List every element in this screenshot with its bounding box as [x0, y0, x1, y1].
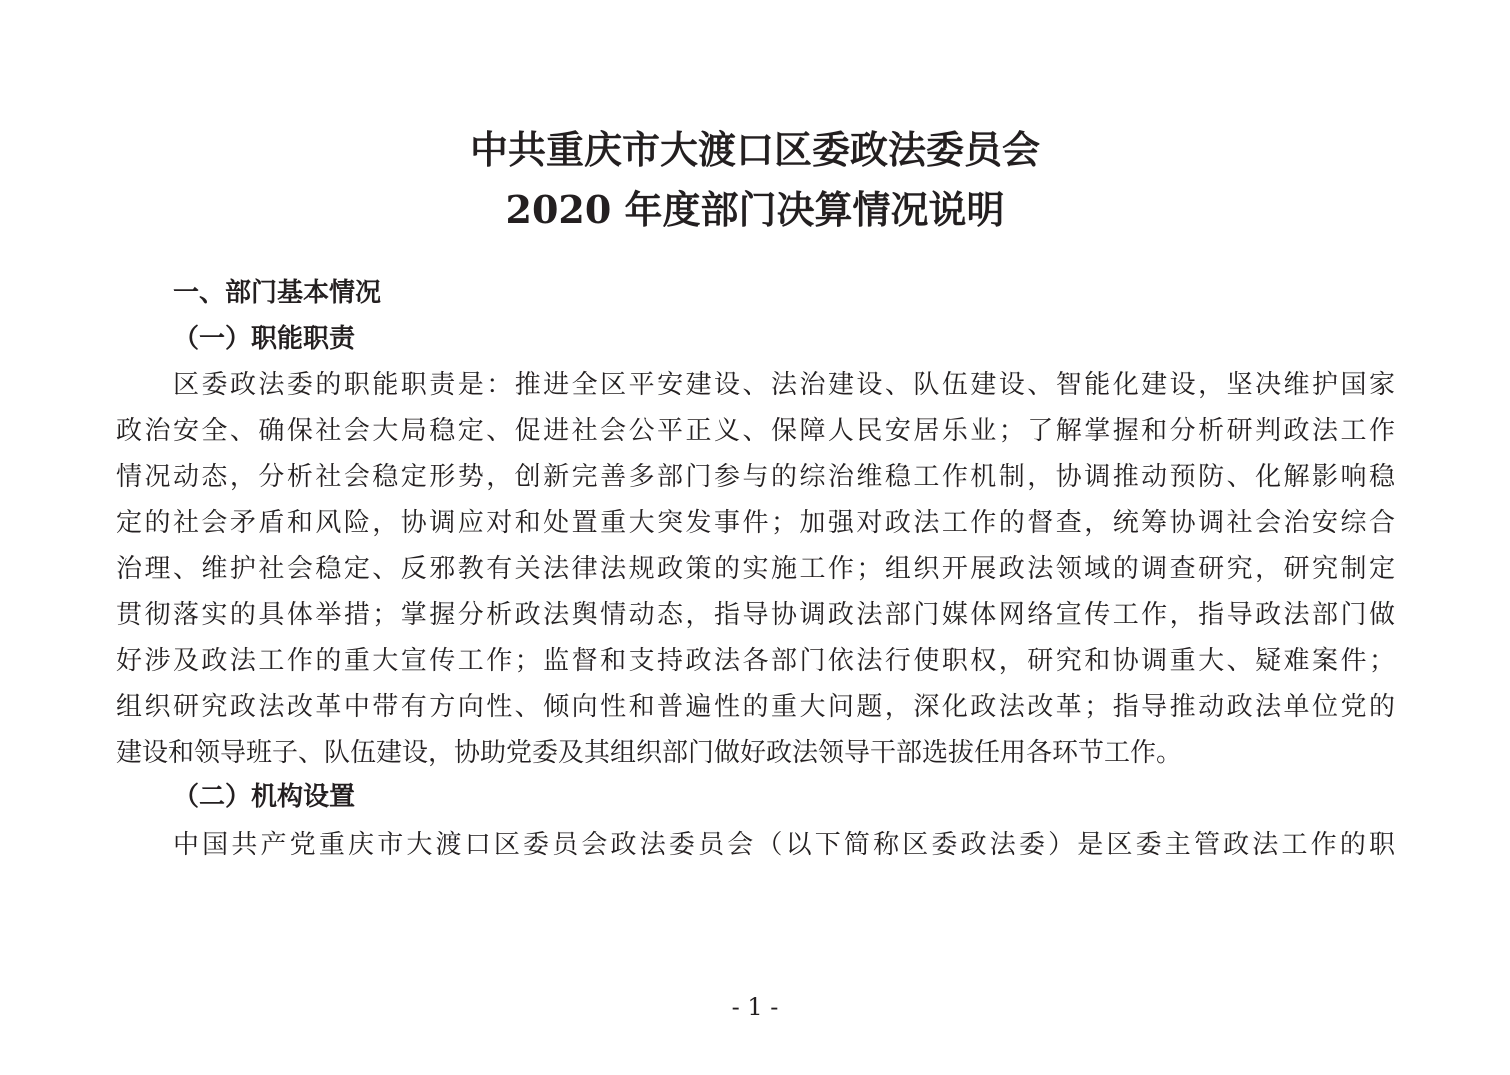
paragraph-line: 定的社会矛盾和风险，协调应对和处置重大突发事件；加强对政法工作的督查，统筹协调社会治安综合 — [116, 508, 1395, 538]
paragraph-line: 中国共产党重庆市大渡口区委员会政法委员会（以下简称区委政法委）是区委主管政法工作的职 — [173, 830, 1395, 860]
page-number: - 1 - — [731, 993, 779, 1021]
document-title-line1: 中共重庆市大渡口区委政法委员会 — [469, 127, 1040, 172]
paragraph-line: 好涉及政法工作的重大宣传工作；监督和支持政法各部门依法行使职权，研究和协调重大、疑难案件； — [116, 646, 1395, 676]
paragraph-line: 组织研究政法改革中带有方向性、倾向性和普遍性的重大问题，深化政法改革；指导推动政法单位党的 — [116, 692, 1395, 722]
section-heading-basic-info: 一、部门基本情况 — [173, 278, 382, 308]
paragraph-line: 贯彻落实的具体举措；掌握分析政法舆情动态，指导协调政法部门媒体网络宣传工作，指导政法部门做 — [116, 600, 1395, 630]
subsection-heading-organization: （二）机构设置 — [173, 782, 356, 812]
paragraph-line: 治理、维护社会稳定、反邪教有关法律法规政策的实施工作；组织开展政法领域的调查研究，研究制定 — [116, 554, 1395, 584]
paragraph-line: 建设和领导班子、队伍建设，协助党委及其组织部门做好政法领导干部选拔任用各环节工作。 — [116, 738, 1183, 768]
paragraph-line: 政治安全、确保社会大局稳定、促进社会公平正义、保障人民安居乐业；了解掌握和分析研判政法工作 — [116, 416, 1395, 446]
document-title-line2: 2020 年度部门决算情况说明 — [505, 187, 1005, 232]
subsection-heading-duties: （一）职能职责 — [173, 324, 356, 354]
paragraph-line: 情况动态，分析社会稳定形势，创新完善多部门参与的综治维稳工作机制，协调推动预防、化解影响稳 — [116, 462, 1395, 492]
paragraph-line: 区委政法委的职能职责是：推进全区平安建设、法治建设、队伍建设、智能化建设，坚决维护国家 — [173, 370, 1395, 400]
